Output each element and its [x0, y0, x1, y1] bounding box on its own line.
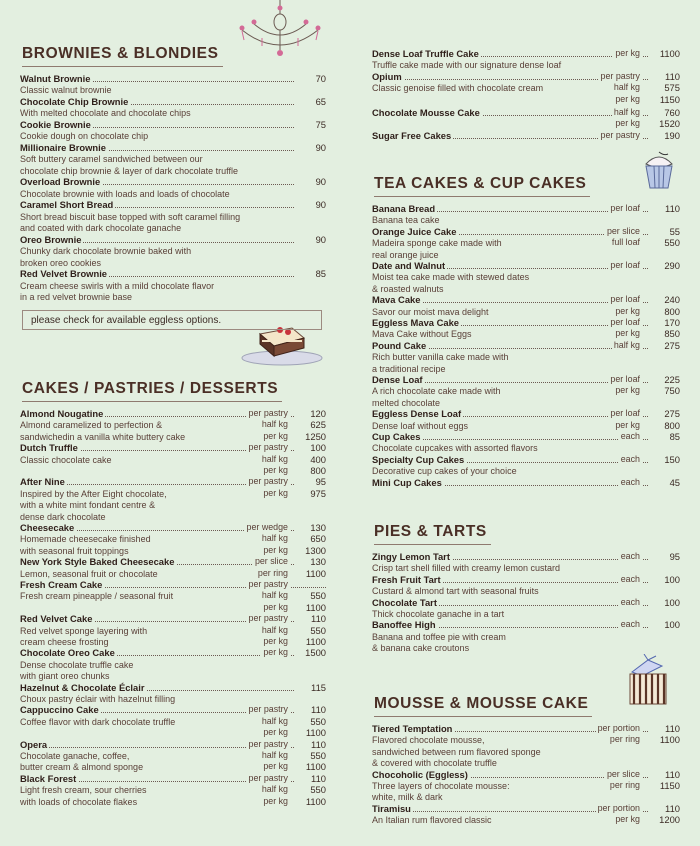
- price-unit: each: [620, 431, 640, 441]
- item-description: Banana and toffee pie with cream: [372, 631, 506, 642]
- item-name: Cappuccino Cake: [20, 704, 99, 716]
- price-unit: per kg: [615, 814, 640, 825]
- price-value: 110: [294, 773, 326, 784]
- price-value: 290: [648, 260, 680, 271]
- item-description: Chocolate ganache, coffee,: [20, 750, 130, 761]
- price-value: 150: [648, 454, 680, 465]
- item-description: Truffle cake made with our signature dense loaf: [372, 60, 562, 71]
- item-description: Inspired by the After Eight chocolate,: [20, 488, 167, 499]
- item-name: Caramel Short Bread: [20, 199, 114, 211]
- menu-item-caramel-short-bread: [20, 199, 326, 233]
- item-name: Chocolate Tart: [372, 596, 437, 608]
- price-value: 95: [294, 476, 326, 487]
- price-value: 130: [294, 556, 326, 567]
- item-name: After Nine: [20, 476, 65, 488]
- price-unit: per ring: [609, 779, 640, 790]
- item-name: Orange Juice Cake: [372, 225, 457, 237]
- price-unit: each: [620, 476, 640, 487]
- price-unit: half kg: [261, 624, 288, 635]
- price-unit: half kg: [261, 715, 288, 726]
- item-description: & banana cake croutons: [372, 643, 470, 654]
- item-name: Cheesecake: [20, 522, 75, 533]
- price-unit: per kg: [263, 430, 288, 441]
- menu-item-banoffee-high: [372, 619, 680, 653]
- menu-item-banana-bread: [372, 203, 680, 226]
- section-title-pies-tarts: PIES & TARTS: [374, 523, 487, 540]
- item-description: sandwichedin a vanilla white buttery cake: [20, 431, 186, 442]
- item-name: Chocoholic (Eggless): [372, 768, 468, 780]
- item-description: Custard & almond tart with seasonal fruits: [372, 586, 539, 597]
- item-name: Dense Loaf: [372, 374, 423, 385]
- menu-item-red-velvet-brownie: [20, 268, 326, 302]
- price-value: 90: [294, 234, 326, 245]
- item-description: sandwiched between rum flavored sponge: [372, 746, 541, 757]
- item-name: Tiramisu: [372, 802, 411, 814]
- section-title-cakes-pastries-desserts: CAKES / PASTRIES / DESSERTS: [22, 380, 279, 397]
- item-description: Chocolate cupcakes with assorted flavors: [372, 443, 538, 454]
- price-unit: per pastry: [248, 738, 288, 749]
- price-unit: per kg: [263, 795, 288, 806]
- item-description: A rich chocolate cake made with: [372, 386, 501, 397]
- menu-item-overload-brownie: [20, 176, 326, 199]
- price-value: 550: [648, 237, 680, 248]
- price-value: 1150: [648, 780, 680, 791]
- item-name: Opera: [20, 738, 48, 750]
- item-description: a traditional recipe: [372, 363, 446, 374]
- item-name: Chocolate Oreo Cake: [20, 647, 115, 659]
- price-value: 1100: [648, 734, 680, 745]
- price-unit: each: [620, 453, 640, 464]
- price-unit: per slice: [606, 768, 640, 779]
- item-name: Oreo Brownie: [20, 233, 82, 245]
- menu-item-dense-loaf: [372, 374, 680, 408]
- price-value: 575: [648, 82, 680, 93]
- eggless-note: please check for available eggless options.: [22, 310, 322, 330]
- menu-item-dutch-truffle: [20, 442, 326, 476]
- price-unit: half kg: [261, 749, 288, 760]
- price-value: 75: [294, 119, 326, 130]
- menu-item-dense-loaf-truffle-cake: [372, 48, 680, 71]
- price-value: 90: [294, 199, 326, 210]
- item-name: Dense Loaf Truffle Cake: [372, 48, 479, 59]
- price-unit: per loaf: [610, 260, 640, 270]
- price-unit: half kg: [613, 82, 640, 93]
- item-description: Homemade cheesecake finished: [20, 534, 151, 545]
- menu-item-sugar-free-cakes: [372, 130, 680, 141]
- price-value: 625: [294, 419, 326, 430]
- price-unit: half kg: [261, 419, 288, 430]
- price-unit: per kg: [615, 118, 640, 129]
- price-value: 110: [294, 739, 326, 750]
- item-description: Chunky dark chocolate brownie baked with: [20, 246, 192, 257]
- price-value: 800: [648, 420, 680, 431]
- price-value: 1100: [648, 48, 680, 59]
- item-description: Three layers of chocolate mousse:: [372, 780, 510, 791]
- item-description: chocolate chip brownie & layer of dark chocolate truffle: [20, 165, 238, 176]
- price-value: 1200: [648, 814, 680, 825]
- item-description: white, milk & dark: [372, 792, 443, 803]
- price-value: 1300: [294, 545, 326, 556]
- item-name: Mini Cup Cakes: [372, 476, 442, 488]
- item-name: Opium: [372, 70, 402, 82]
- menu-item-pound-cake: [372, 340, 680, 374]
- item-description: & roasted walnuts: [372, 283, 444, 294]
- item-name: Banana Bread: [372, 203, 436, 214]
- price-unit: per kg: [263, 544, 288, 555]
- item-description: Savor our moist mava delight: [372, 306, 489, 317]
- item-description: broken oreo cookies: [20, 257, 102, 268]
- menu-item-opera: [20, 739, 326, 773]
- item-name: Cookie Brownie: [20, 119, 91, 130]
- item-name: Eggless Mava Cake: [372, 317, 460, 328]
- price-value: 100: [648, 597, 680, 608]
- menu-item-chocolate-tart: [372, 597, 680, 620]
- price-unit: per kg: [615, 385, 640, 396]
- price-value: 1150: [648, 94, 680, 105]
- item-name: Eggless Dense Loaf: [372, 408, 462, 420]
- menu-item-cup-cakes: [372, 431, 680, 454]
- price-value: 650: [294, 533, 326, 544]
- price-value: 750: [648, 385, 680, 396]
- menu-item-cookie-brownie: [20, 119, 326, 142]
- price-unit: per portion: [597, 723, 640, 733]
- menu-item-after-nine: [20, 476, 326, 522]
- section-title-tea-cakes-cup-cakes: TEA CAKES & CUP CAKES: [374, 175, 587, 192]
- price-value: 85: [294, 268, 326, 279]
- price-value: 65: [294, 96, 326, 107]
- price-value: 400: [294, 454, 326, 465]
- item-name: Fresh Fruit Tart: [372, 573, 441, 585]
- price-value: 760: [648, 107, 680, 118]
- price-value: 1520: [648, 118, 680, 129]
- price-value: 55: [648, 226, 680, 237]
- item-name: Dutch Truffle: [20, 442, 78, 454]
- price-value: 1500: [294, 647, 326, 658]
- price-value: 225: [648, 374, 680, 385]
- price-unit: per ring: [257, 567, 288, 578]
- item-name: Chocolate Mousse Cake: [372, 107, 480, 118]
- item-description: Cookie dough on chocolate chip: [20, 131, 149, 142]
- price-value: 275: [648, 340, 680, 351]
- price-value: 1100: [294, 727, 326, 738]
- item-description: Decorative cup cakes of your choice: [372, 466, 517, 477]
- price-unit: half kg: [613, 339, 640, 350]
- price-value: 1100: [294, 796, 326, 807]
- price-value: 550: [294, 750, 326, 761]
- price-value: 120: [294, 408, 326, 419]
- price-unit: per kg: [263, 464, 288, 475]
- price-unit: per kg: [615, 328, 640, 339]
- item-name: Mava Cake: [372, 294, 421, 306]
- price-value: 70: [294, 73, 326, 84]
- item-name: Almond Nougatine: [20, 408, 104, 419]
- price-unit: per pastry: [248, 772, 288, 783]
- item-description: Dense loaf without eggs: [372, 420, 469, 431]
- item-description: Moist tea cake made with stewed dates: [372, 272, 530, 283]
- item-description: with giant oreo chunks: [20, 671, 110, 682]
- price-unit: per kg: [263, 647, 288, 658]
- price-value: 1100: [294, 636, 326, 647]
- item-description: Madeira sponge cake made with: [372, 238, 502, 249]
- price-unit: full loaf: [611, 237, 640, 248]
- item-name: New York Style Baked Cheesecake: [20, 556, 175, 568]
- item-description: Flavored chocolate mousse,: [372, 735, 485, 746]
- menu-item-cheesecake: [20, 522, 326, 556]
- price-unit: per pastry: [248, 476, 288, 487]
- item-name: Red Velvet Cake: [20, 613, 93, 625]
- price-unit: per kg: [615, 305, 640, 316]
- item-description: Fresh cream pineapple / seasonal fruit: [20, 591, 174, 602]
- menu-item-zingy-lemon-tart: [372, 551, 680, 574]
- item-description: Classic chocolate cake: [20, 454, 112, 465]
- menu-item-fresh-fruit-tart: [372, 574, 680, 597]
- menu-item-cappuccino-cake: [20, 704, 326, 738]
- item-description: cream cheese frosting: [20, 636, 109, 647]
- price-unit: per kg: [615, 48, 640, 58]
- price-unit: per loaf: [610, 374, 640, 384]
- menu-item-oreo-brownie: [20, 234, 326, 268]
- item-name: Fresh Cream Cake: [20, 579, 103, 590]
- price-unit: per kg: [263, 635, 288, 646]
- price-unit: half kg: [261, 784, 288, 795]
- item-description: in a red velvet brownie base: [20, 291, 133, 302]
- item-name: Specialty Cup Cakes: [372, 453, 465, 465]
- price-unit: per kg: [263, 761, 288, 772]
- price-value: 90: [294, 176, 326, 187]
- price-value: 1100: [294, 602, 326, 613]
- item-description: with seasonal fruit toppings: [20, 545, 129, 556]
- item-description: Chocolate brownie with loads and loads of chocolate: [20, 188, 230, 199]
- price-value: 550: [294, 590, 326, 601]
- price-value: 95: [648, 551, 680, 562]
- price-value: 190: [648, 130, 680, 141]
- menu-item-specialty-cup-cakes: [372, 454, 680, 477]
- price-unit: per loaf: [610, 408, 640, 419]
- item-name: Banoffee High: [372, 619, 436, 631]
- item-description: melted chocolate: [372, 397, 441, 408]
- price-unit: half kg: [261, 533, 288, 544]
- item-name: Date and Walnut: [372, 260, 446, 271]
- price-unit: per pastry: [248, 442, 288, 453]
- item-description: Red velvet sponge layering with: [20, 625, 148, 636]
- menu-item-orange-juice-cake: [372, 226, 680, 260]
- price-unit: per pastry: [248, 613, 288, 624]
- price-value: 110: [648, 769, 680, 780]
- menu-item-walnut-brownie: [20, 73, 326, 96]
- menu-item-fresh-cream-cake: [20, 579, 326, 613]
- item-name: Pound Cake: [372, 339, 427, 351]
- menu-item-chocolate-mousse-cake: [372, 107, 680, 130]
- item-description: and coated with dark chocolate ganache: [20, 223, 182, 234]
- section-title-mousse-mousse-cake: MOUSSE & MOUSSE CAKE: [374, 695, 589, 712]
- menu-left-column: [20, 0, 326, 846]
- price-value: 115: [294, 682, 326, 693]
- item-description: & covered with chocolate truffle: [372, 758, 497, 769]
- item-description: Mava Cake without Eggs: [372, 329, 472, 340]
- price-value: 110: [648, 71, 680, 82]
- price-value: 1250: [294, 431, 326, 442]
- price-unit: per kg: [615, 93, 640, 104]
- item-name: Tiered Temptation: [372, 723, 453, 734]
- item-description: Banana tea cake: [372, 215, 440, 226]
- item-description: Soft buttery caramel sandwiched between our: [20, 154, 203, 165]
- menu-item-mini-cup-cakes: [372, 477, 680, 488]
- item-description: Thick chocolate ganache in a tart: [372, 608, 505, 619]
- price-value: 85: [648, 431, 680, 442]
- menu-item-chocoholic-eggless: [372, 769, 680, 803]
- price-value: 170: [648, 317, 680, 328]
- item-description: Dense chocolate truffle cake: [20, 659, 134, 670]
- item-name: Chocolate Chip Brownie: [20, 96, 129, 107]
- menu-item-chocolate-oreo-cake: [20, 647, 326, 681]
- menu-item-chocolate-chip-brownie: [20, 96, 326, 119]
- price-value: 110: [294, 613, 326, 624]
- price-value: 110: [648, 803, 680, 814]
- menu-item-eggless-mava-cake: [372, 317, 680, 340]
- menu-item-date-and-walnut: [372, 260, 680, 294]
- price-value: 100: [648, 574, 680, 585]
- menu-item-mava-cake: [372, 294, 680, 317]
- item-description: with a white mint fondant centre &: [20, 500, 156, 511]
- menu-item-opium: [372, 71, 680, 105]
- menu-item-black-forest: [20, 773, 326, 807]
- menu-item-new-york-style-baked-cheesecake: [20, 556, 326, 579]
- price-unit: half kg: [261, 590, 288, 601]
- price-value: 275: [648, 408, 680, 419]
- price-unit: each: [620, 573, 640, 584]
- menu-item-eggless-dense-loaf: [372, 408, 680, 431]
- price-value: 110: [294, 704, 326, 715]
- item-description: Cream cheese swirls with a mild chocolate flavor: [20, 280, 215, 291]
- price-unit: per loaf: [610, 317, 640, 327]
- price-value: 110: [648, 203, 680, 214]
- item-name: Red Velvet Brownie: [20, 268, 108, 280]
- item-description: Classic walnut brownie: [20, 85, 112, 96]
- item-description: dense dark chocolate: [20, 511, 106, 522]
- price-value: 1100: [294, 568, 326, 579]
- item-name: Cup Cakes: [372, 431, 421, 442]
- item-description: Almond caramelized to perfection &: [20, 420, 163, 431]
- price-value: 975: [294, 488, 326, 499]
- price-value: 130: [294, 522, 326, 533]
- price-unit: per slice: [606, 225, 640, 236]
- menu-item-almond-nougatine: [20, 408, 326, 442]
- item-description: With melted chocolate and chocolate chips: [20, 108, 191, 119]
- price-value: 100: [294, 442, 326, 453]
- price-value: 240: [648, 294, 680, 305]
- price-unit: per kg: [263, 601, 288, 612]
- price-value: 90: [294, 142, 326, 153]
- price-value: 800: [294, 465, 326, 476]
- item-description: Light fresh cream, sour cherries: [20, 785, 147, 796]
- price-unit: per wedge: [246, 522, 288, 532]
- price-unit: per pastry: [248, 579, 288, 589]
- price-unit: half kg: [613, 107, 640, 117]
- menu-item-tiramisu: [372, 803, 680, 826]
- price-unit: each: [620, 596, 640, 607]
- price-unit: per portion: [597, 802, 640, 813]
- item-description: Lemon, seasonal fruit or chocolate: [20, 568, 158, 579]
- price-unit: per slice: [254, 556, 288, 567]
- price-value: 550: [294, 625, 326, 636]
- price-unit: per pastry: [248, 408, 288, 418]
- price-unit: half kg: [261, 453, 288, 464]
- item-description: butter cream & almond sponge: [20, 762, 144, 773]
- menu-item-millionaire-brownie: [20, 142, 326, 176]
- price-unit: per pastry: [600, 70, 640, 81]
- price-unit: each: [620, 619, 640, 630]
- price-unit: per kg: [263, 487, 288, 498]
- price-unit: per loaf: [610, 294, 640, 305]
- price-unit: per kg: [263, 727, 288, 738]
- item-description: Crisp tart shell filled with creamy lemon custard: [372, 563, 561, 574]
- price-value: 850: [648, 328, 680, 339]
- item-description: Classic genoise filled with chocolate cream: [372, 83, 544, 94]
- price-unit: per loaf: [610, 203, 640, 213]
- price-value: 800: [648, 306, 680, 317]
- item-description: with loads of chocolate flakes: [20, 796, 138, 807]
- menu-right-column: [372, 0, 680, 846]
- price-value: 550: [294, 716, 326, 727]
- item-description: Short bread biscuit base topped with soft caramel filling: [20, 211, 241, 222]
- item-description: Coffee flavor with dark chocolate truffle: [20, 716, 176, 727]
- menu-item-hazelnut-chocolate-clair: [20, 682, 326, 705]
- price-unit: per ring: [609, 734, 640, 745]
- price-value: 100: [648, 619, 680, 630]
- item-name: Hazelnut & Chocolate Éclair: [20, 681, 145, 693]
- item-description: Choux pastry éclair with hazelnut filling: [20, 693, 176, 704]
- item-description: An Italian rum flavored classic: [372, 815, 492, 826]
- item-name: Overload Brownie: [20, 176, 101, 188]
- section-title-brownies-blondies: BROWNIES & BLONDIES: [22, 45, 219, 62]
- item-name: Millionaire Brownie: [20, 142, 106, 153]
- menu-item-tiered-temptation: [372, 723, 680, 769]
- item-name: Black Forest: [20, 772, 77, 784]
- menu-item-red-velvet-cake: [20, 613, 326, 647]
- price-value: 550: [294, 784, 326, 795]
- price-value: 110: [648, 723, 680, 734]
- price-unit: per kg: [615, 419, 640, 430]
- price-unit: per pastry: [248, 704, 288, 715]
- item-description: real orange juice: [372, 249, 439, 260]
- price-unit: each: [620, 551, 640, 561]
- item-name: Walnut Brownie: [20, 73, 91, 84]
- price-value: 1100: [294, 761, 326, 772]
- item-description: Rich butter vanilla cake made with: [372, 352, 509, 363]
- item-name: Zingy Lemon Tart: [372, 551, 450, 562]
- item-name: Sugar Free Cakes: [372, 129, 452, 141]
- price-unit: per pastry: [600, 129, 640, 140]
- price-value: 45: [648, 477, 680, 488]
